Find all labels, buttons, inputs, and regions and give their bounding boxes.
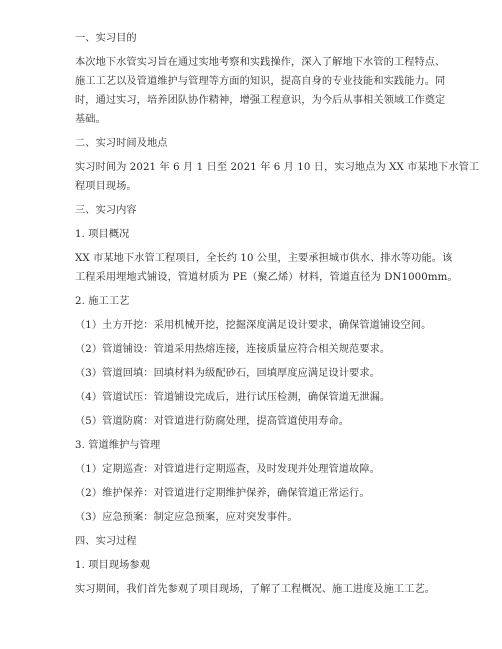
subheading-maintenance: 3. 管道维护与管理 [75,440,161,451]
list-item: （2）管道铺设：管道采用热熔连接，连接质量应符合相关规范要求。 [75,344,391,355]
subheading-process: 2. 施工工艺 [75,296,130,307]
list-item: （3）管道回填：回填材料为级配砂石，回填厚度应满足设计要求。 [75,368,380,379]
list-item: （1）土方开挖：采用机械开挖，挖掘深度满足设计要求，确保管道铺设空间。 [75,320,432,331]
paragraph-purpose-line-4: 基础。 [75,114,106,125]
paragraph-site-visit-line-1: 实习期间，我们首先参观了项目现场，了解了工程概况、施工进度及施工工艺。 [75,584,436,595]
list-item: （3）应急预案：制定应急预案，应对突发事件。 [75,512,298,523]
paragraph-time-line-2: 程项目现场。 [75,181,137,192]
subheading-overview: 1. 项目概况 [75,229,130,240]
list-item: （2）维护保养：对管道进行定期维护保养，确保管道正常运行。 [75,488,370,499]
heading-purpose: 一、实习目的 [75,33,137,44]
list-item: （5）管道防腐：对管道进行防腐处理，提高管道使用寿命。 [75,416,350,427]
list-item: （1）定期巡查：对管道进行定期巡查，及时发现并处理管道故障。 [75,464,380,475]
paragraph-purpose-line-2: 施工工艺以及管道维护与管理等方面的知识，提高自身的专业技能和实践能力。同 [75,76,446,87]
paragraph-purpose-line-3: 时，通过实习，培养团队协作精神，增强工程意识，为今后从事相关领域工作奠定 [75,95,446,106]
paragraph-purpose-line-1: 本次地下水管实习旨在通过实地考察和实践操作，深入了解地下水管的工程特点、 [75,57,446,68]
heading-content: 三、实习内容 [75,205,137,216]
heading-internship-process: 四、实习过程 [75,536,137,547]
heading-time-place: 二、实习时间及地点 [75,138,168,149]
list-item: （4）管道试压：管道铺设完成后，进行试压检测，确保管道无泄漏。 [75,392,391,403]
subheading-site-visit: 1. 项目现场参观 [75,560,150,571]
paragraph-overview-line-2: 工程采用埋地式铺设，管道材质为 PE（聚乙烯）材料，管道直径为 DN1000mm。 [75,272,458,283]
paragraph-time-line-1: 实习时间为 2021 年 6 月 1 日至 2021 年 6 月 10 日，实习地点为 XX 市某地下水管工 [75,162,480,173]
paragraph-overview-line-1: XX 市某地下水管工程项目，全长约 10 公里，主要承担城市供水、排水等功能。该 [75,253,453,264]
